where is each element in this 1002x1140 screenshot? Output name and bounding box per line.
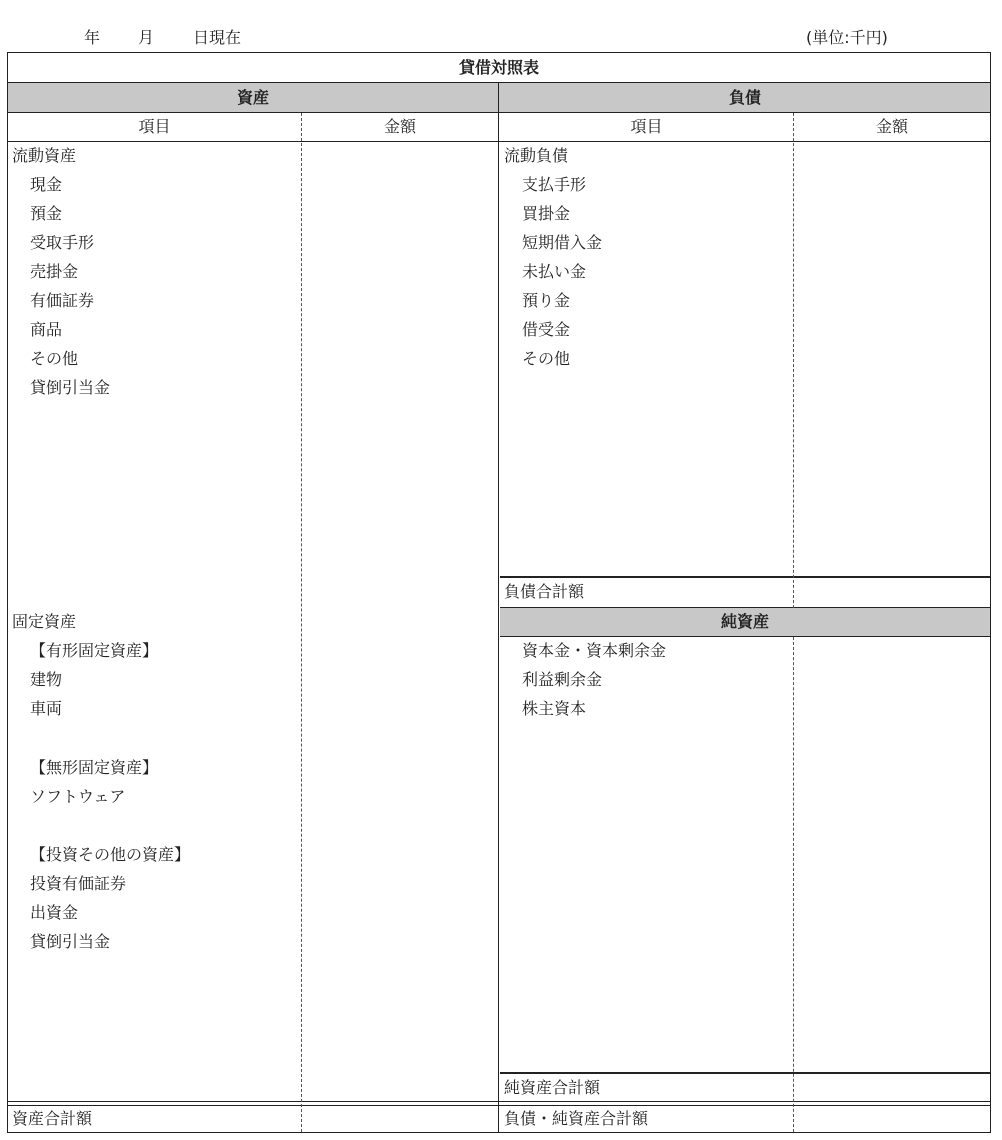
day-label: 日現在: [193, 28, 242, 47]
liabilities-header: 負債: [728, 88, 761, 107]
current-liabilities-label: 流動負債: [504, 146, 569, 165]
assets-amount-divider: [301, 113, 302, 1132]
year-label: 年: [84, 28, 101, 47]
liabilities-total-top: [500, 576, 990, 578]
assets-col-item: 項目: [138, 117, 171, 136]
current-asset-item: 売掛金: [30, 262, 79, 281]
assets-total-label: 資産合計額: [12, 1109, 93, 1128]
current-asset-item: 商品: [30, 320, 63, 339]
grand-total-divider: [8, 1101, 990, 1106]
center-divider: [498, 83, 499, 1132]
net-asset-item: 資本金・資本剰余金: [522, 641, 667, 660]
current-liability-item: 借受金: [522, 320, 571, 339]
current-assets-label: 流動資産: [12, 146, 77, 165]
assets-col-amount: 金額: [383, 117, 416, 136]
grand-total-label: 負債・純資産合計額: [504, 1109, 649, 1128]
current-asset-item: 受取手形: [30, 233, 95, 252]
fixed-asset-item: 車両: [30, 699, 63, 718]
liabilities-total-label: 負債合計額: [504, 582, 585, 601]
current-asset-item: 有価証券: [30, 291, 95, 310]
fixed-asset-item: 出資金: [30, 903, 79, 922]
sheet-title: 貸借対照表: [458, 58, 539, 77]
balance-sheet-frame: [7, 52, 991, 1133]
header-divider: [8, 112, 990, 113]
liabilities-amount-divider: [793, 113, 794, 608]
current-liability-item: 未払い金: [522, 262, 587, 281]
fixed-asset-item: 投資有価証券: [30, 874, 127, 893]
current-liability-item: 買掛金: [522, 204, 571, 223]
fixed-asset-item: 建物: [30, 670, 63, 689]
current-liability-item: 預り金: [522, 291, 571, 310]
net-assets-total-top: [500, 1072, 990, 1074]
assets-header: 資産: [236, 88, 269, 107]
investment-assets-label: 【投資その他の資産】: [30, 845, 191, 864]
fixed-assets-label: 固定資産: [12, 612, 77, 631]
current-liability-item: 支払手形: [522, 175, 587, 194]
title-divider: [8, 82, 990, 83]
unit-label: (単位:千円): [806, 28, 888, 47]
net-assets-header-bottom: [500, 636, 990, 637]
current-liability-item: 短期借入金: [522, 233, 603, 252]
tangible-assets-label: 【有形固定資産】: [30, 641, 159, 660]
intangible-assets-label: 【無形固定資産】: [30, 758, 159, 777]
liabilities-total-bottom: [500, 607, 990, 608]
column-header-divider: [8, 141, 990, 142]
net-assets-total-label: 純資産合計額: [504, 1078, 601, 1097]
net-asset-item: 利益剰余金: [522, 670, 603, 689]
current-asset-item: 預金: [30, 204, 63, 223]
liabilities-col-item: 項目: [630, 117, 663, 136]
net-asset-item: 株主資本: [522, 699, 587, 718]
current-liability-item: その他: [522, 349, 571, 368]
fixed-asset-item: 貸倒引当金: [30, 932, 111, 951]
fixed-asset-item: ソフトウェア: [30, 787, 126, 806]
net-assets-amount-divider: [793, 637, 794, 1132]
current-asset-item: その他: [30, 349, 79, 368]
net-assets-header: 純資産: [720, 612, 769, 631]
month-label: 月: [138, 28, 155, 47]
current-asset-item: 現金: [30, 175, 63, 194]
liabilities-col-amount: 金額: [875, 117, 908, 136]
current-asset-item: 貸倒引当金: [30, 378, 111, 397]
